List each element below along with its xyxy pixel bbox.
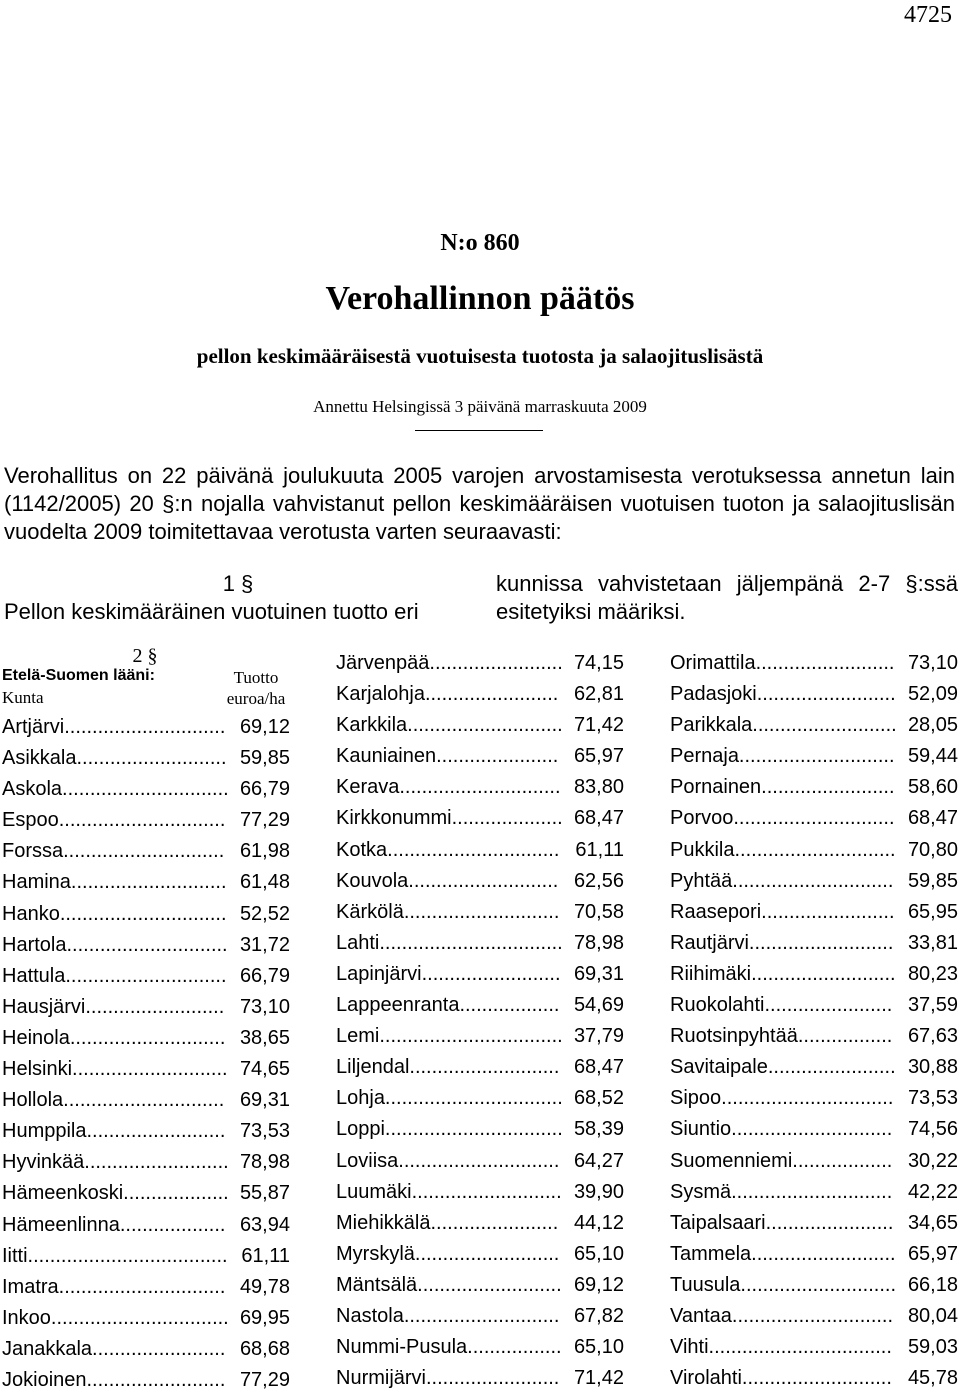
municipality-name: Lappeenranta..................	[336, 994, 560, 1017]
municipality-value: 30,22	[907, 1149, 958, 1172]
municipality-value: 69,12	[573, 1273, 624, 1296]
municipality-value: 65,97	[907, 1242, 958, 1265]
municipality-name: Kärkölä............................	[336, 900, 560, 923]
municipality-value: 78,98	[239, 1151, 290, 1174]
municipality-row	[670, 835, 958, 866]
municipality-value: 39,90	[573, 1180, 624, 1203]
municipality-row	[2, 1365, 290, 1396]
municipality-value: 77,29	[239, 809, 290, 832]
municipality-value: 67,82	[573, 1304, 624, 1327]
municipality-name: Järvenpää........................	[336, 652, 563, 674]
municipality-name: Porvoo.............................	[670, 807, 895, 830]
municipality-value: 65,10	[573, 1336, 624, 1359]
municipality-name: Miehikkälä.......................	[336, 1211, 559, 1234]
municipality-row	[2, 1178, 290, 1209]
municipality-name: Vihti.................................	[670, 1336, 892, 1359]
municipality-value: 59,44	[907, 745, 958, 768]
intro-paragraph: Verohallitus on 22 päivänä joulukuuta 2005 varojen arvostamisesta verotuksessa annetun lain (1142/2005) 20 §:n nojalla vahvistanut pellon keskimääräisen vuotuisen tuoton ja salaojituslisän vuodelta 2009 toimitettavaa verotusta varten seuraavasti:	[4, 463, 955, 544]
municipality-value: 71,42	[573, 1367, 624, 1390]
municipality-name: Mäntsälä..........................	[336, 1273, 562, 1296]
section-1	[4, 570, 472, 626]
municipality-name: Artjärvi.............................	[2, 716, 226, 738]
municipality-row	[670, 1332, 958, 1363]
municipality-row	[670, 1270, 958, 1301]
page-number: 4725	[904, 2, 952, 28]
municipality-name: Loppi................................	[336, 1118, 563, 1141]
section-1-text-left: Pellon keskimääräinen vuotuinen tuotto eri	[4, 599, 419, 624]
municipality-row	[670, 1177, 958, 1208]
municipality-row	[2, 774, 290, 805]
municipality-name: Sysmä.............................	[670, 1180, 893, 1203]
municipality-row	[2, 1054, 290, 1085]
municipality-row	[670, 648, 958, 679]
municipality-name: Nastola............................	[336, 1304, 560, 1327]
municipality-row	[2, 805, 290, 836]
municipality-value: 69,31	[573, 962, 624, 985]
municipality-name: Karjalohja........................	[336, 683, 559, 706]
municipality-name: Rautjärvi..........................	[670, 931, 894, 954]
municipality-row	[2, 1334, 290, 1365]
municipality-name: Vantaa.............................	[670, 1304, 894, 1327]
decision-number: N:o 860	[440, 230, 520, 256]
municipality-row	[2, 1147, 290, 1178]
municipality-name: Pornainen........................	[670, 776, 895, 799]
municipality-name: Humppila.........................	[2, 1120, 226, 1143]
municipality-name: Sipoo...............................	[670, 1087, 894, 1110]
municipality-name: Lapinjärvi.........................	[336, 962, 561, 985]
municipality-name: Tammela..........................	[670, 1242, 896, 1265]
municipality-value: 37,79	[573, 1025, 624, 1048]
municipality-value: 66,79	[239, 964, 290, 987]
municipality-row	[336, 1052, 624, 1083]
municipality-value: 62,81	[573, 683, 624, 706]
municipality-row	[670, 772, 958, 803]
municipality-column-1	[2, 712, 290, 1396]
municipality-row	[670, 1083, 958, 1114]
municipality-value: 83,80	[573, 776, 624, 799]
municipality-row	[2, 1241, 290, 1272]
municipality-name: Kauniainen......................	[336, 745, 559, 768]
municipality-row	[336, 1332, 624, 1363]
municipality-row	[2, 1085, 290, 1116]
municipality-value: 59,85	[907, 869, 958, 892]
municipality-row	[670, 1363, 958, 1394]
municipality-row	[2, 899, 290, 930]
section-2-number: 2 §	[132, 645, 158, 667]
municipality-value: 68,52	[573, 1087, 624, 1110]
municipality-name: Hollola.............................	[2, 1089, 225, 1112]
municipality-name: Virolahti...........................	[670, 1367, 892, 1390]
page-title: Verohallinnon päätös	[325, 280, 635, 317]
municipality-name: Padasjoki.........................	[670, 683, 896, 706]
municipality-value: 66,79	[239, 778, 290, 801]
municipality-value: 73,10	[907, 652, 958, 674]
municipality-value: 55,87	[239, 1182, 290, 1205]
municipality-row	[2, 1116, 290, 1147]
municipality-value: 68,47	[907, 807, 958, 830]
municipality-value: 62,56	[573, 869, 624, 892]
municipality-name: Janakkala........................	[2, 1337, 226, 1360]
municipality-row	[2, 712, 290, 743]
municipality-name: Savitaipale.......................	[670, 1056, 896, 1079]
municipality-value: 70,58	[573, 900, 624, 923]
municipality-row	[336, 959, 624, 990]
municipality-value: 65,95	[907, 900, 958, 923]
municipality-row	[2, 1210, 290, 1241]
municipality-value: 73,53	[907, 1087, 958, 1110]
municipality-name: Kerava.............................	[336, 776, 561, 799]
municipality-name: Ruokolahti.......................	[670, 994, 893, 1017]
municipality-value: 58,60	[907, 776, 958, 799]
municipality-name: Tuusula............................	[670, 1273, 896, 1296]
municipality-name: Inkoo................................	[2, 1306, 229, 1329]
municipality-name: Askola..............................	[2, 778, 229, 801]
municipality-row	[2, 743, 290, 774]
municipality-name: Liljendal...........................	[336, 1056, 560, 1079]
municipality-name: Parikkala..........................	[670, 714, 897, 737]
municipality-value: 66,18	[907, 1273, 958, 1296]
municipality-value: 34,65	[907, 1211, 958, 1234]
municipality-value: 69,12	[239, 716, 290, 738]
municipality-row	[670, 710, 958, 741]
municipality-value: 77,29	[239, 1368, 290, 1391]
municipality-value: 68,68	[239, 1337, 290, 1360]
municipality-value: 61,48	[239, 871, 290, 894]
municipality-name: Pyhtää.............................	[670, 869, 894, 892]
municipality-value: 65,97	[573, 745, 624, 768]
municipality-row	[670, 928, 958, 959]
municipality-name: Karkkila............................	[336, 714, 563, 737]
municipality-name: Lemi.................................	[336, 1025, 563, 1048]
municipality-value: 80,04	[907, 1304, 958, 1327]
municipality-name: Siuntio.............................	[670, 1118, 893, 1141]
municipality-name: Orimattila.........................	[670, 652, 895, 674]
municipality-name: Hämeenkoski...................	[2, 1182, 229, 1205]
municipality-row	[336, 710, 624, 741]
municipality-value: 28,05	[907, 714, 958, 737]
municipality-row	[670, 990, 958, 1021]
municipality-row	[336, 1177, 624, 1208]
municipality-row	[2, 1023, 290, 1054]
municipality-row	[670, 897, 958, 928]
municipality-name: Kotka...............................	[336, 838, 560, 861]
municipality-row	[2, 1303, 290, 1334]
given-date: Annettu Helsingissä 3 päivänä marraskuuta 2009	[313, 397, 647, 416]
municipality-name: Pukkila.............................	[670, 838, 896, 861]
municipality-row	[670, 1239, 958, 1270]
municipality-row	[336, 1270, 624, 1301]
municipality-name: Nurmijärvi........................	[336, 1367, 560, 1390]
municipality-name: Jokioinen.........................	[2, 1368, 226, 1391]
municipality-row	[336, 1146, 624, 1177]
municipality-value: 42,22	[907, 1180, 958, 1203]
municipality-row	[670, 959, 958, 990]
municipality-row	[336, 648, 624, 679]
municipality-value: 37,59	[907, 994, 958, 1017]
column-header-name: Kunta	[2, 688, 44, 707]
municipality-column-2	[336, 648, 624, 1394]
municipality-row	[670, 866, 958, 897]
municipality-value: 80,23	[907, 962, 958, 985]
column-header-value: Tuotto euroa/ha	[226, 668, 286, 708]
municipality-value: 68,47	[573, 1056, 624, 1079]
municipality-value: 44,12	[573, 1211, 624, 1234]
province-heading: Etelä-Suomen lääni:	[2, 667, 155, 684]
municipality-row	[336, 928, 624, 959]
municipality-name: Nummi-Pusula.................	[336, 1336, 562, 1359]
municipality-value: 45,78	[907, 1367, 958, 1390]
municipality-value: 61,98	[239, 840, 290, 863]
municipality-row	[670, 679, 958, 710]
municipality-row	[670, 1114, 958, 1145]
municipality-row	[336, 1208, 624, 1239]
municipality-name: Raasepori........................	[670, 900, 895, 923]
municipality-name: Hyvinkää..........................	[2, 1151, 229, 1174]
municipality-row	[336, 1083, 624, 1114]
municipality-name: Hausjärvi.........................	[2, 995, 225, 1018]
municipality-name: Heinola............................	[2, 1026, 226, 1049]
municipality-name: Suomenniemi..................	[670, 1149, 893, 1172]
municipality-value: 49,78	[239, 1275, 290, 1298]
municipality-name: Hämeenlinna...................	[2, 1213, 226, 1236]
municipality-row	[336, 741, 624, 772]
municipality-row	[670, 1146, 958, 1177]
municipality-value: 52,52	[239, 902, 290, 925]
municipality-row	[336, 835, 624, 866]
municipality-value: 61,11	[241, 1244, 290, 1267]
municipality-row	[670, 741, 958, 772]
municipality-value: 38,65	[239, 1026, 290, 1049]
municipality-column-3	[670, 648, 958, 1394]
municipality-row	[2, 1272, 290, 1303]
municipality-row	[336, 803, 624, 834]
municipality-name: Hartola.............................	[2, 933, 228, 956]
municipality-row	[670, 1052, 958, 1083]
municipality-row	[670, 1021, 958, 1052]
municipality-row	[2, 836, 290, 867]
municipality-value: 73,10	[239, 995, 290, 1018]
municipality-name: Riihimäki..........................	[670, 962, 896, 985]
municipality-value: 71,42	[573, 714, 624, 737]
municipality-name: Espoo..............................	[2, 809, 226, 832]
municipality-value: 59,85	[239, 747, 290, 770]
divider	[415, 430, 543, 431]
municipality-row	[336, 1239, 624, 1270]
municipality-name: Lahti.................................	[336, 931, 563, 954]
municipality-value: 70,80	[907, 838, 958, 861]
municipality-value: 67,63	[907, 1025, 958, 1048]
municipality-value: 65,10	[573, 1242, 624, 1265]
municipality-name: Hamina............................	[2, 871, 227, 894]
municipality-name: Iitti....................................	[2, 1244, 228, 1267]
municipality-value: 30,88	[907, 1056, 958, 1079]
section-1-text-right: kunnissa vahvistetaan jäljempänä 2-7 §:ssä esitetyiksi määriksi.	[496, 571, 958, 624]
municipality-name: Luumäki...........................	[336, 1180, 562, 1203]
municipality-value: 33,81	[907, 931, 958, 954]
municipality-row	[336, 897, 624, 928]
municipality-row	[336, 990, 624, 1021]
municipality-row	[336, 1301, 624, 1332]
municipality-row	[670, 1208, 958, 1239]
municipality-value: 59,03	[907, 1336, 958, 1359]
municipality-name: Imatra..............................	[2, 1275, 226, 1298]
municipality-row	[336, 772, 624, 803]
municipality-row	[336, 866, 624, 897]
municipality-value: 78,98	[573, 931, 624, 954]
municipality-value: 61,11	[575, 838, 624, 861]
municipality-value: 69,31	[239, 1089, 290, 1112]
municipality-row	[336, 1363, 624, 1394]
municipality-value: 54,69	[573, 994, 624, 1017]
municipality-value: 74,15	[573, 652, 624, 674]
municipality-value: 73,53	[239, 1120, 290, 1143]
municipality-value: 64,27	[573, 1149, 624, 1172]
municipality-value: 52,09	[907, 683, 958, 706]
section-1-number: 1 §	[222, 571, 254, 596]
municipality-value: 63,94	[239, 1213, 290, 1236]
municipality-name: Hanko..............................	[2, 902, 227, 925]
municipality-value: 74,65	[239, 1058, 290, 1081]
municipality-name: Asikkala...........................	[2, 747, 227, 770]
municipality-row	[2, 961, 290, 992]
municipality-name: Kirkkonummi....................	[336, 807, 563, 830]
municipality-row	[336, 1114, 624, 1145]
municipality-value: 74,56	[907, 1118, 958, 1141]
municipality-name: Loviisa.............................	[336, 1149, 560, 1172]
municipality-name: Ruotsinpyhtää.................	[670, 1025, 893, 1048]
municipality-name: Helsinki............................	[2, 1058, 228, 1081]
municipality-name: Taipalsaari.......................	[670, 1211, 894, 1234]
municipality-value: 68,47	[573, 807, 624, 830]
municipality-name: Myrskylä..........................	[336, 1242, 560, 1265]
municipality-row	[336, 679, 624, 710]
municipality-name: Kouvola...........................	[336, 869, 559, 892]
municipality-row	[670, 803, 958, 834]
municipality-row	[336, 1021, 624, 1052]
municipality-row	[2, 930, 290, 961]
municipality-name: Forssa.............................	[2, 840, 225, 863]
municipality-value: 69,95	[239, 1306, 290, 1329]
municipality-name: Lohja................................	[336, 1087, 563, 1110]
municipality-value: 31,72	[239, 933, 290, 956]
municipality-name: Pernaja............................	[670, 745, 895, 768]
page-subtitle: pellon keskimääräisestä vuotuisesta tuotosta ja salaojituslisästä	[196, 344, 764, 368]
municipality-row	[670, 1301, 958, 1332]
municipality-name: Hattula.............................	[2, 964, 227, 987]
municipality-row	[2, 867, 290, 898]
municipality-row	[2, 992, 290, 1023]
municipality-value: 58,39	[573, 1118, 624, 1141]
